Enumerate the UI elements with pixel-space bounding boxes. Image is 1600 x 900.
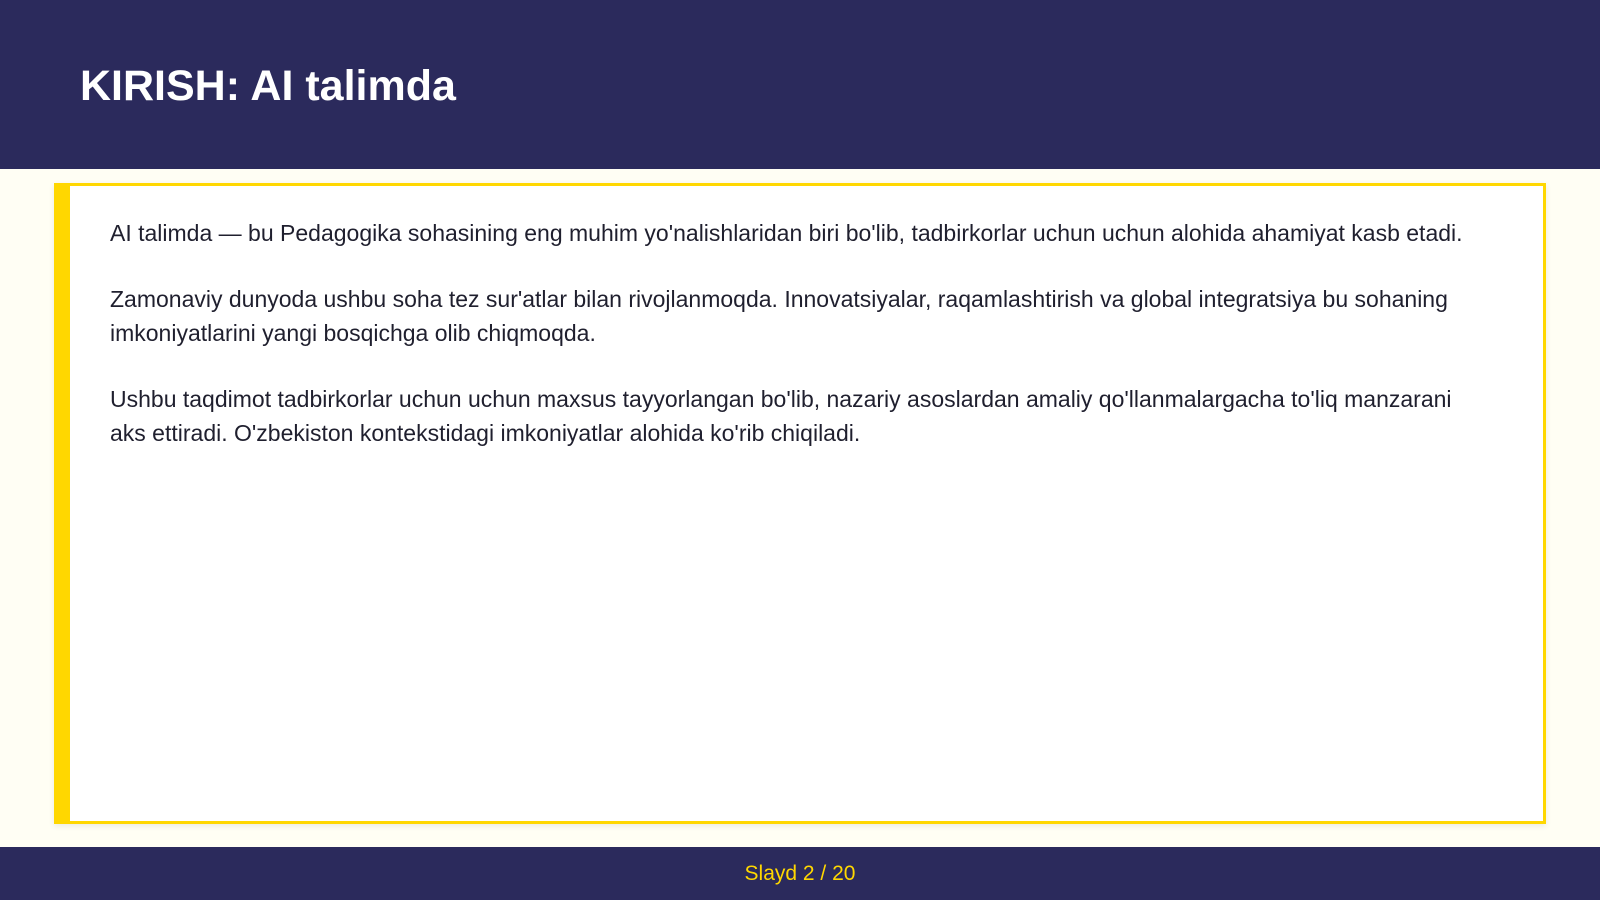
body-paragraph-1: AI talimda — bu Pedagogika sohasining eng muhim yo'nalishlaridan biri bo'lib, tadbirkorlar uchun uchun alohida ahamiyat kasb etadi.	[110, 220, 1463, 246]
slide-title: KIRISH: AI talimda	[80, 62, 456, 110]
content-card	[54, 183, 1546, 824]
slide-footer	[0, 847, 1600, 900]
body-paragraph-3: Ushbu taqdimot tadbirkorlar uchun uchun maxsus tayyorlangan bo'lib, nazariy asoslardan amaliy qo'llanmalargacha to'liq manzarani aks ettiradi. O'zbekiston kontekstidagi imkoniyatlar alohida ko'rib chiqiladi.	[110, 386, 1452, 446]
slide-body	[110, 216, 1490, 482]
body-paragraph-2: Zamonaviy dunyoda ushbu soha tez sur'atlar bilan rivojlanmoqda. Innovatsiyalar, raqamlashtirish va global integratsiya bu sohaning imkoniyatlarini yangi bosqichga olib chiqmoqda.	[110, 286, 1448, 346]
slide-counter: Slayd 2 / 20	[744, 861, 856, 885]
slide-header	[0, 0, 1600, 169]
